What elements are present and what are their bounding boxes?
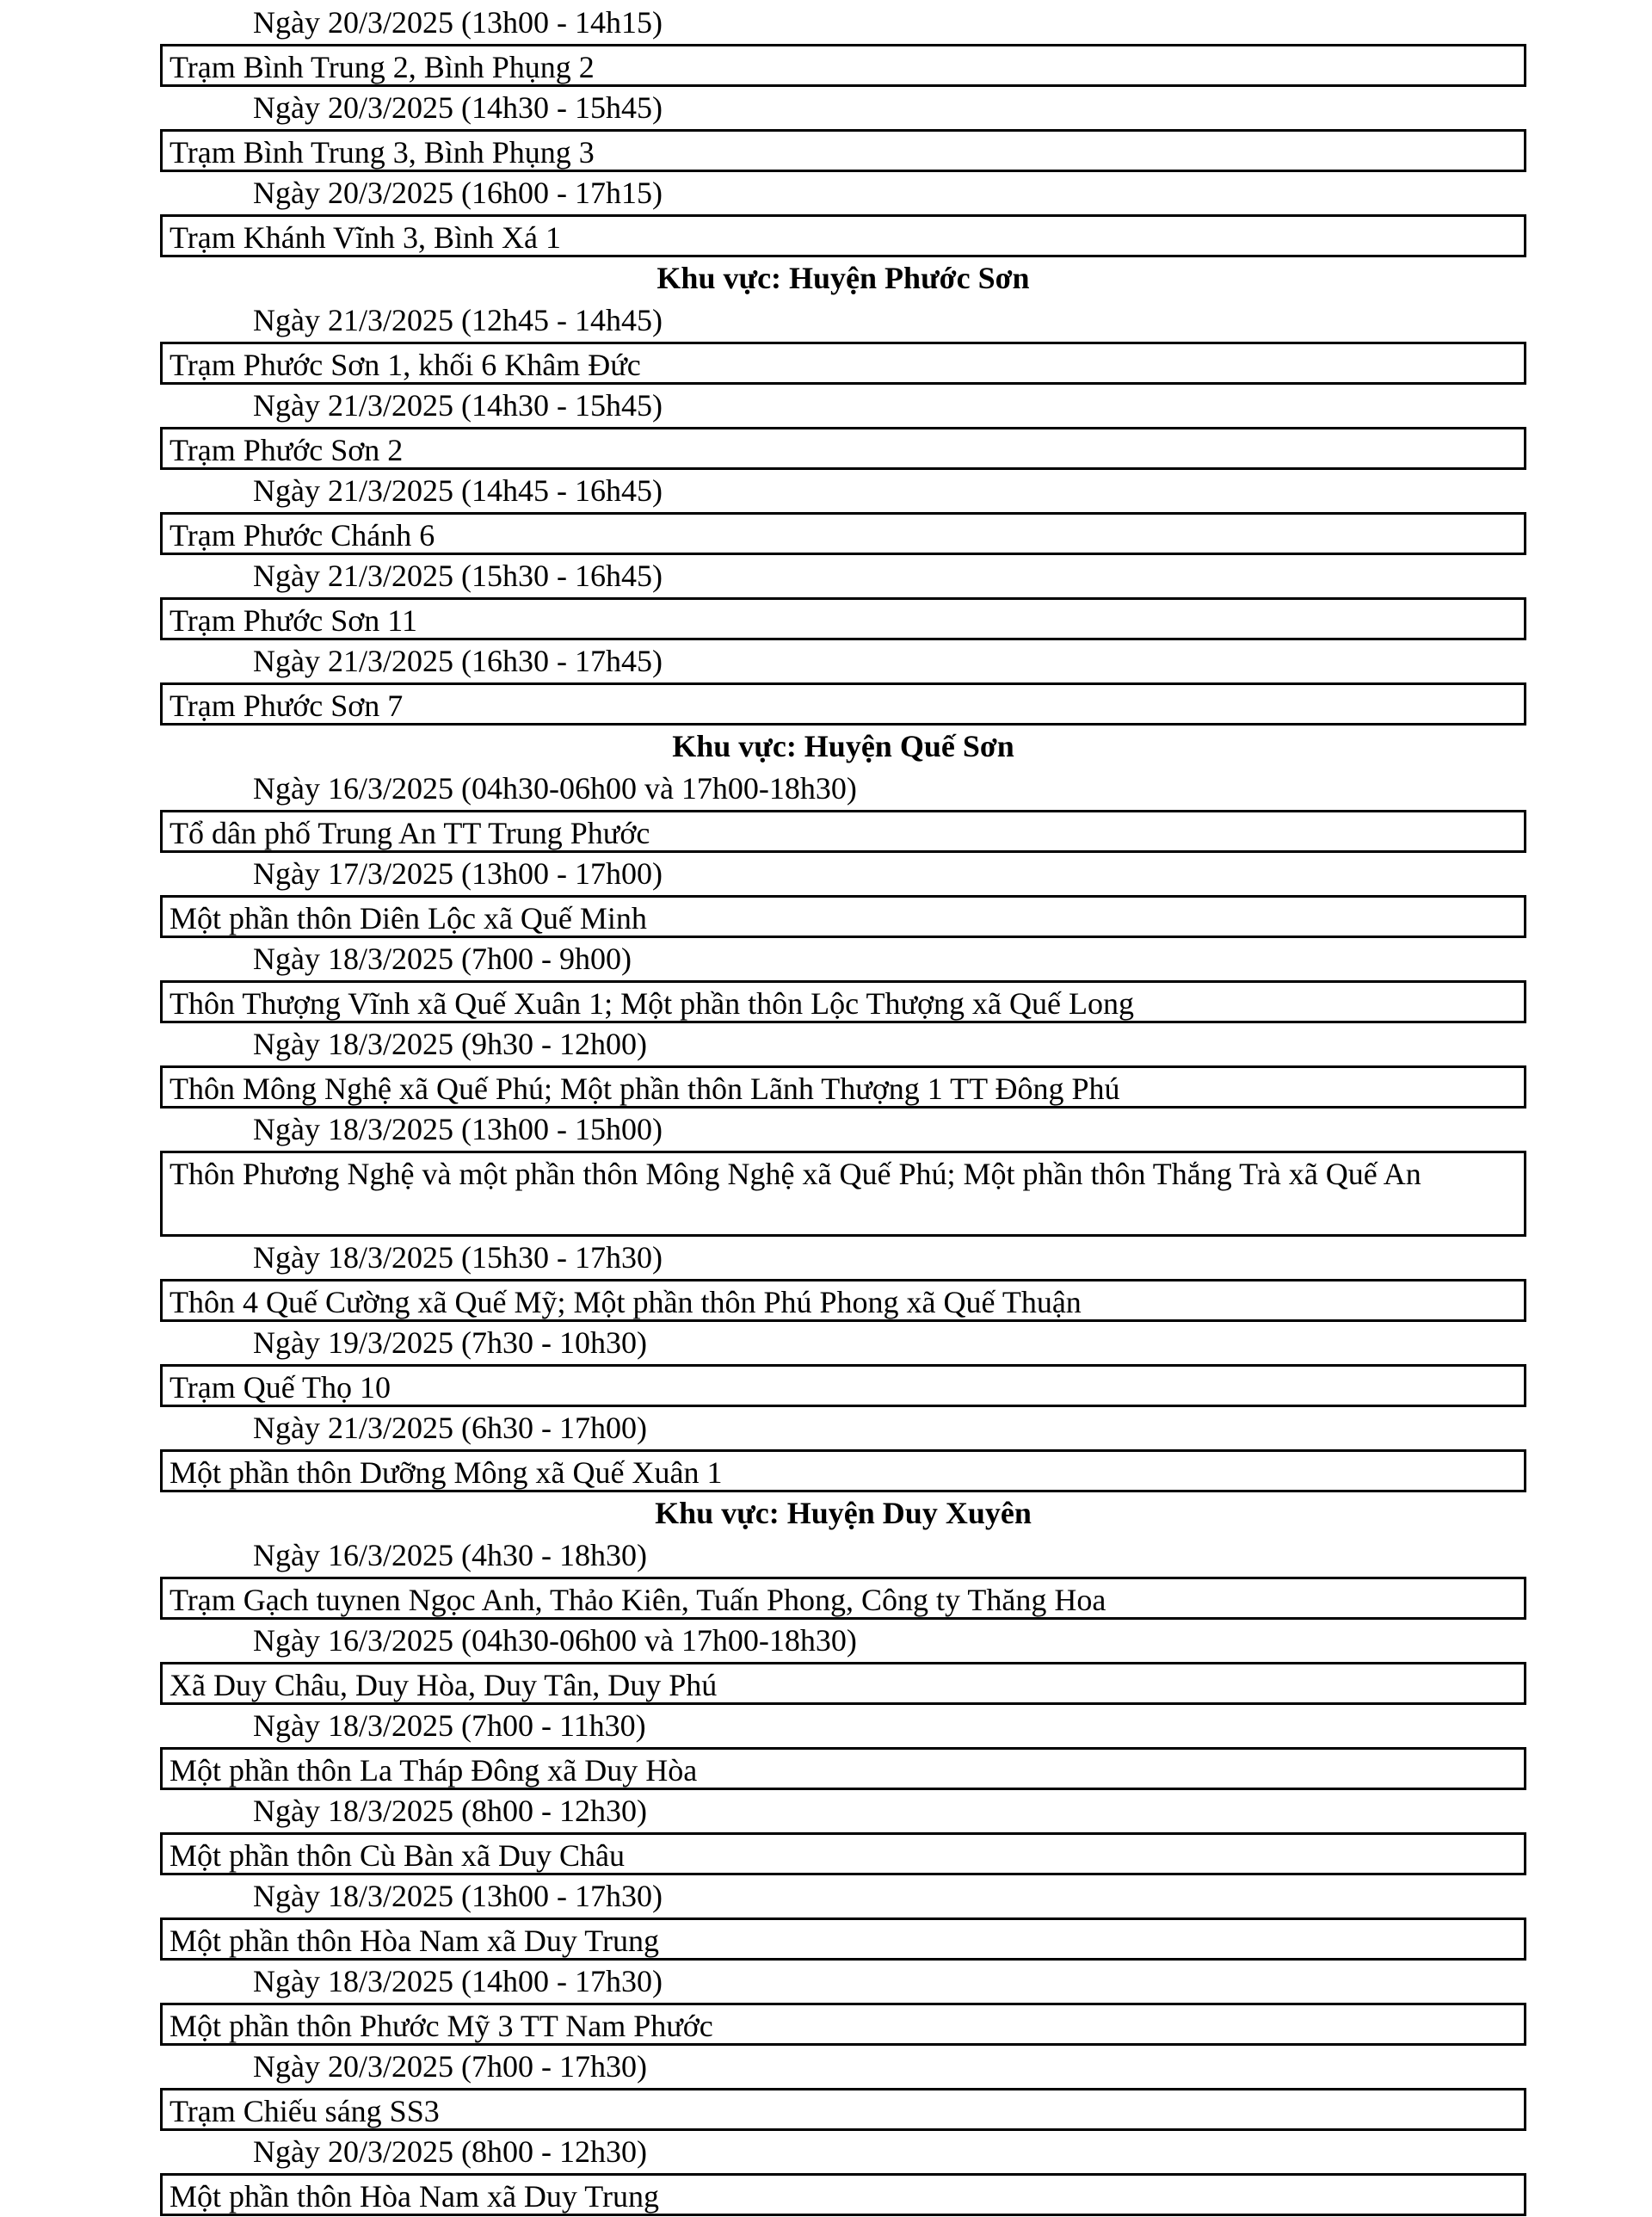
affected-area-box: Một phần thôn Diên Lộc xã Quế Minh (160, 895, 1526, 938)
affected-area-box: Trạm Gạch tuynen Ngọc Anh, Thảo Kiên, Tuấn Phong, Công ty Thăng Hoa (160, 1577, 1526, 1620)
schedule-date-time: Ngày 20/3/2025 (13h00 - 14h15) (253, 5, 663, 40)
affected-area-box: Trạm Phước Sơn 2 (160, 427, 1526, 470)
affected-area-box: Trạm Phước Chánh 6 (160, 512, 1526, 555)
schedule-date-time: Ngày 18/3/2025 (9h30 - 12h00) (253, 1027, 647, 1061)
schedule-date-time: Ngày 21/3/2025 (16h30 - 17h45) (253, 644, 663, 678)
schedule-date-time: Ngày 18/3/2025 (14h00 - 17h30) (253, 1964, 663, 1998)
affected-area-box: Trạm Phước Sơn 1, khối 6 Khâm Đức (160, 342, 1526, 385)
affected-area-box: Thôn Thượng Vĩnh xã Quế Xuân 1; Một phần thôn Lộc Thượng xã Quế Long (160, 980, 1526, 1023)
affected-area-box: Một phần thôn Cù Bàn xã Duy Châu (160, 1832, 1526, 1875)
outage-schedule-document (160, 2, 1526, 2216)
schedule-date-time: Ngày 20/3/2025 (16h00 - 17h15) (253, 176, 663, 210)
region-heading: Khu vực: Huyện Quế Sơn (672, 729, 1014, 763)
affected-area-box: Trạm Phước Sơn 11 (160, 597, 1526, 640)
affected-area-box: Một phần thôn Phước Mỹ 3 TT Nam Phước (160, 2003, 1526, 2046)
schedule-date-time: Ngày 18/3/2025 (7h00 - 11h30) (253, 1708, 646, 1743)
affected-area-box: Trạm Khánh Vĩnh 3, Bình Xá 1 (160, 214, 1526, 257)
schedule-date-time: Ngày 21/3/2025 (14h30 - 15h45) (253, 388, 663, 423)
affected-area-box: Xã Duy Châu, Duy Hòa, Duy Tân, Duy Phú (160, 1662, 1526, 1705)
affected-area-box: Thôn 4 Quế Cường xã Quế Mỹ; Một phần thôn Phú Phong xã Quế Thuận (160, 1279, 1526, 1322)
affected-area-box: Thôn Phương Nghệ và một phần thôn Mông Nghệ xã Quế Phú; Một phần thôn Thắng Trà xã Quế An (160, 1151, 1526, 1237)
region-heading: Khu vực: Huyện Duy Xuyên (655, 1496, 1032, 1530)
schedule-date-time: Ngày 16/3/2025 (04h30-06h00 và 17h00-18h30) (253, 1623, 857, 1658)
affected-area-box: Thôn Mông Nghệ xã Quế Phú; Một phần thôn Lãnh Thượng 1 TT Đông Phú (160, 1065, 1526, 1108)
schedule-date-time: Ngày 18/3/2025 (7h00 - 9h00) (253, 942, 632, 976)
schedule-date-time: Ngày 21/3/2025 (15h30 - 16h45) (253, 559, 663, 593)
region-heading: Khu vực: Huyện Phước Sơn (656, 261, 1030, 295)
affected-area-box: Một phần thôn Hòa Nam xã Duy Trung (160, 1917, 1526, 1961)
schedule-date-time: Ngày 16/3/2025 (04h30-06h00 và 17h00-18h30) (253, 771, 857, 806)
schedule-date-time: Ngày 20/3/2025 (7h00 - 17h30) (253, 2049, 647, 2084)
affected-area-box: Một phần thôn La Tháp Đông xã Duy Hòa (160, 1747, 1526, 1790)
schedule-date-time: Ngày 19/3/2025 (7h30 - 10h30) (253, 1325, 647, 1360)
schedule-date-time: Ngày 16/3/2025 (4h30 - 18h30) (253, 1538, 647, 1572)
schedule-date-time: Ngày 21/3/2025 (12h45 - 14h45) (253, 303, 663, 337)
affected-area-box: Trạm Bình Trung 3, Bình Phụng 3 (160, 129, 1526, 172)
affected-area-box: Trạm Phước Sơn 7 (160, 682, 1526, 726)
affected-area-box: Một phần thôn Dưỡng Mông xã Quế Xuân 1 (160, 1449, 1526, 1492)
schedule-date-time: Ngày 20/3/2025 (8h00 - 12h30) (253, 2134, 647, 2169)
schedule-date-time: Ngày 20/3/2025 (14h30 - 15h45) (253, 90, 663, 125)
schedule-date-time: Ngày 18/3/2025 (13h00 - 17h30) (253, 1879, 663, 1913)
affected-area-box: Tổ dân phố Trung An TT Trung Phước (160, 810, 1526, 853)
affected-area-box: Trạm Bình Trung 2, Bình Phụng 2 (160, 44, 1526, 87)
affected-area-box: Trạm Chiếu sáng SS3 (160, 2088, 1526, 2131)
affected-area-box: Một phần thôn Hòa Nam xã Duy Trung (160, 2173, 1526, 2216)
schedule-date-time: Ngày 18/3/2025 (8h00 - 12h30) (253, 1794, 647, 1828)
schedule-date-time: Ngày 17/3/2025 (13h00 - 17h00) (253, 856, 663, 891)
affected-area-box: Trạm Quế Thọ 10 (160, 1364, 1526, 1407)
schedule-date-time: Ngày 18/3/2025 (15h30 - 17h30) (253, 1240, 663, 1275)
schedule-date-time: Ngày 18/3/2025 (13h00 - 15h00) (253, 1112, 663, 1146)
schedule-date-time: Ngày 21/3/2025 (14h45 - 16h45) (253, 473, 663, 508)
schedule-date-time: Ngày 21/3/2025 (6h30 - 17h00) (253, 1411, 647, 1445)
